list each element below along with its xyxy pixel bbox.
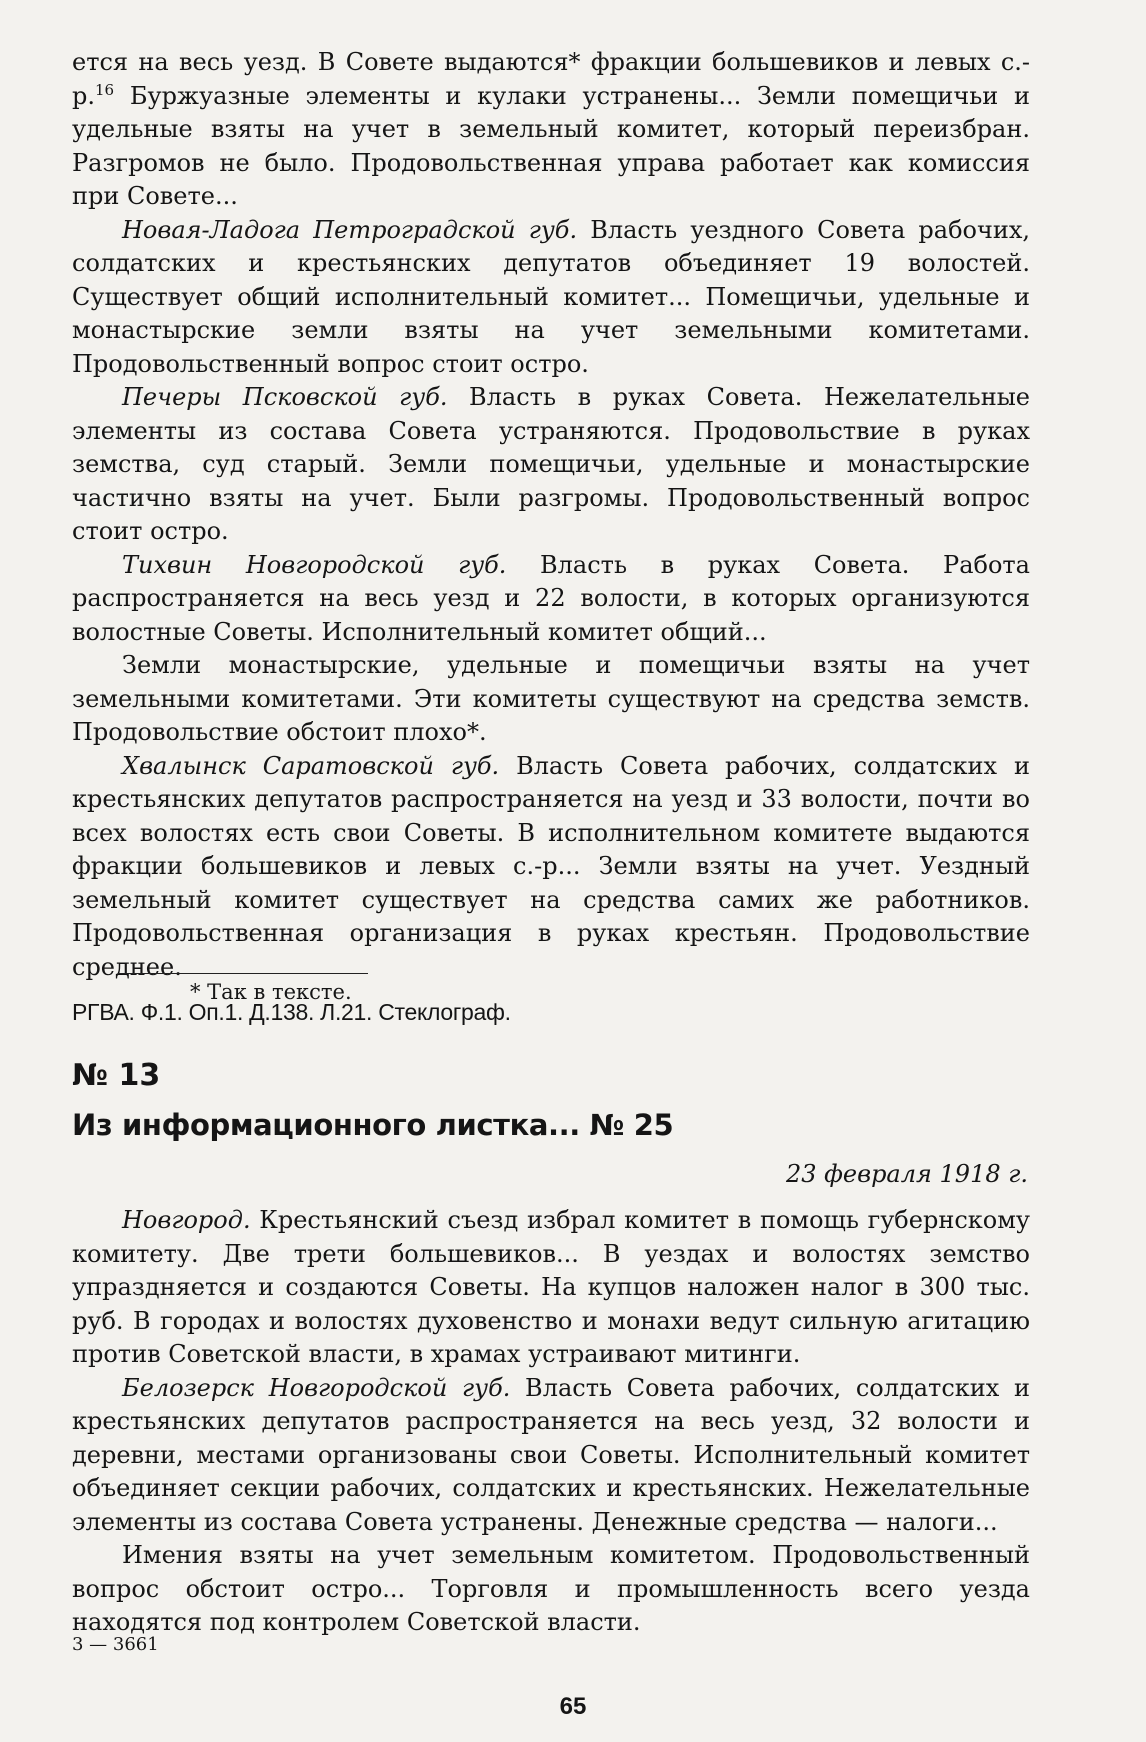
upper-text-block <box>72 46 1030 1030</box>
continuation-text-rest: Буржуазные элементы и кулаки устранены... Земли помещичьи и удельные взяты на учет в земельный комитет, который переизбран. Разгромов не было. Продовольственная управа работает как комиссия при Совете... <box>72 81 1030 210</box>
continuation-paragraph <box>72 46 1030 214</box>
entry-text: Власть Совета рабочих, солдатских и крестьянских депутатов распространяется на уезд и 33 волости, почти во всех волостях есть свои Советы. В исполнительном комитете выдаются фракции большевиков и левых с.-р... Земли взяты на учет. Уездный земельный комитет существует на средства самих же работников. Продовольственная организация в руках крестьян. Продовольствие среднее. <box>72 751 1030 981</box>
entry-place: Новая-Ладога Петроградской губ. <box>122 215 578 244</box>
entry-paragraph <box>72 649 1030 750</box>
entry-place: Тихвин Новгородской губ. <box>122 550 507 579</box>
entry-paragraph <box>72 1204 1030 1372</box>
document-number: № 13 <box>72 1058 161 1093</box>
entry-paragraph <box>72 1539 1030 1640</box>
entry-text: Имения взяты на учет земельным комитетом. Продовольственный вопрос обстоит остро... Торговля и промышленность всего уезда находятся под контролем Советской власти. <box>72 1541 1030 1636</box>
entry-paragraph <box>72 750 1030 985</box>
entry-text: Власть в руках Совета. Работа распространяется на весь уезд и 22 волости, в которых организуются волостные Советы. Исполнительный комитет общий... <box>72 550 1030 646</box>
entry-place: Белозерск Новгородской губ. <box>122 1373 511 1402</box>
footnote-divider <box>118 973 368 974</box>
entry-paragraph <box>72 214 1030 382</box>
document-title: Из информационного листка... № 25 <box>72 1108 674 1142</box>
entry-text: Земли монастырские, удельные и помещичьи взяты на учет земельными комитетами. Эти комитеты существуют на средства земств. Продовольствие обстоит плохо*. <box>72 651 1030 746</box>
entry-place: Печеры Псковской губ. <box>122 383 448 411</box>
continuation-text: ется на весь уезд. В Совете выдаются* фракции большевиков и левых с.-р. <box>72 48 1030 110</box>
page-number: 65 <box>559 1693 587 1720</box>
entry-paragraph <box>72 1372 1030 1540</box>
archive-source: РГВА. Ф.1. Оп.1. Д.138. Л.21. Стеклограф. <box>72 999 511 1025</box>
document-date: 23 февраля 1918 г. <box>785 1160 1028 1188</box>
entry-place: Новгород. <box>122 1206 251 1234</box>
entry-paragraph <box>72 381 1030 549</box>
entry-paragraph <box>72 549 1030 650</box>
lower-text-block <box>72 1204 1030 1640</box>
entry-text: Власть уездного Совета рабочих, солдатских и крестьянских депутатов объединяет 19 волостей. Существует общий исполнительный комитет... Помещичьи, удельные и монастырские земли взяты на учет земельными комитетами. Продовольственный вопрос стоит остро. <box>72 215 1030 378</box>
entry-text: Власть Совета рабочих, солдатских и крестьянских депутатов распространяется на весь уезд, 32 волости и деревни, местами организованы свои Советы. Исполнительный комитет объединяет секции рабочих, солдатских и крестьянских. Нежелательные элементы из состава Совета устранены. Денежные средства — налоги... <box>72 1373 1030 1536</box>
footnote: * Так в тексте. <box>190 980 352 1004</box>
entry-text: Власть в руках Совета. Нежелательные элементы из состава Совета устраняются. Продовольствие в руках земства, суд старый. Земли помещичьи, удельные и монастырские частично взяты на учет. Были разгромы. Продовольственный вопрос стоит остро. <box>72 383 1030 545</box>
footnote-reference: 16 <box>95 80 115 99</box>
entry-place: Хвалынск Саратовской губ. <box>122 751 500 780</box>
printer-signature: 3 — 3661 <box>72 1634 159 1655</box>
entry-text: Крестьянский съезд избрал комитет в помощь губернскому комитету. Две трети большевиков... В уездах и волостях земство упраздняется и создаются Советы. На купцов наложен налог в 300 тыс. руб. В городах и волостях духовенство и монахи ведут сильную агитацию против Советской власти, в храмах устраивают митинги. <box>72 1206 1030 1368</box>
